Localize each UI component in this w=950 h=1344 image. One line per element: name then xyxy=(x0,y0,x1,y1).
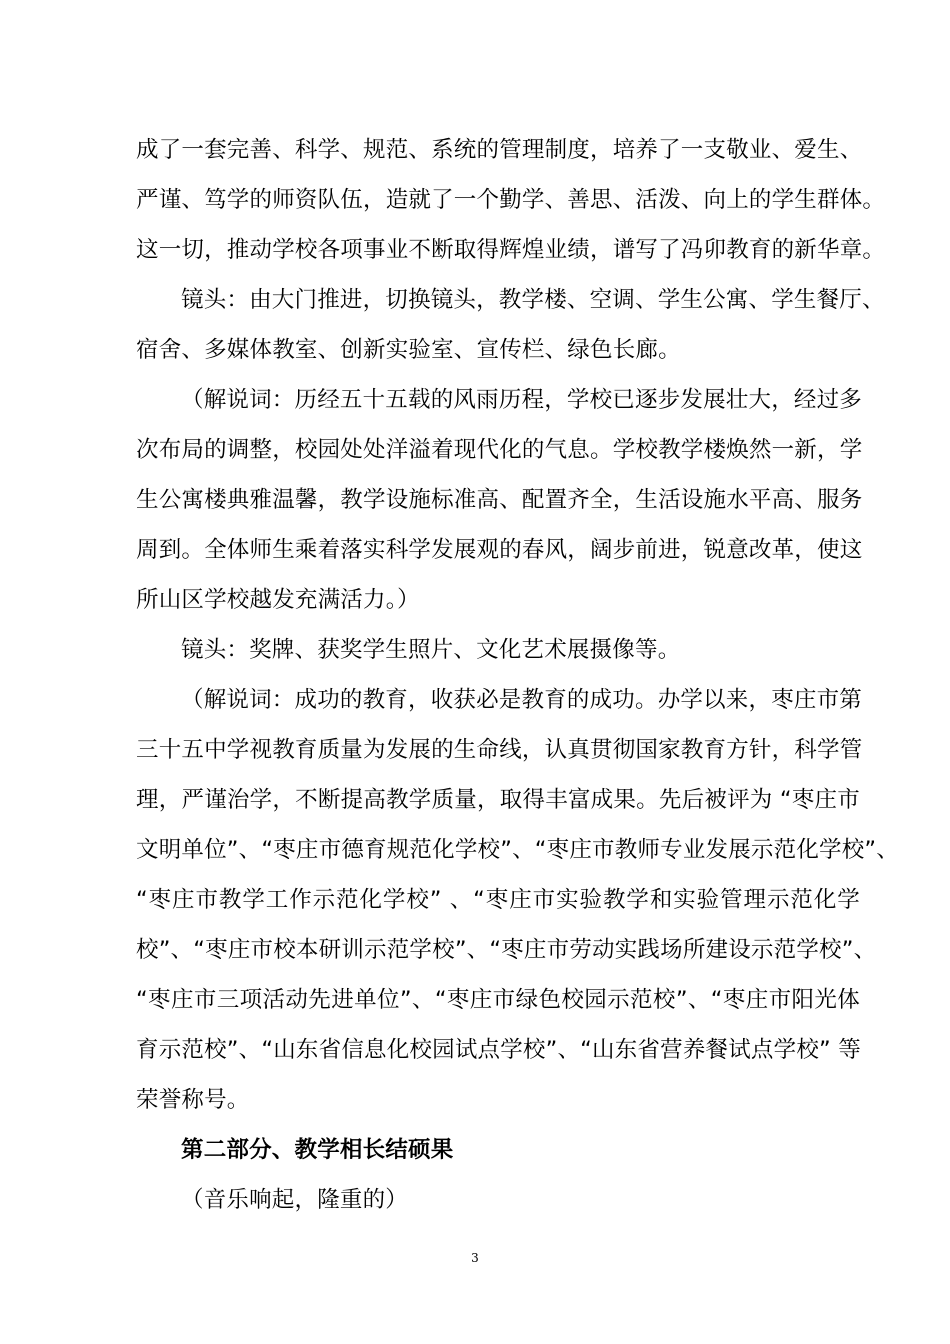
body-line: 所山区学校越发充满活力。） xyxy=(136,587,420,613)
body-line: 次布局的调整，校园处处洋溢着现代化的气息。学校教学楼焕然一新，学 xyxy=(136,437,863,463)
body-line: 三十五中学视教育质量为发展的生命线，认真贯彻国家教育方针，科学管 xyxy=(136,737,863,763)
body-line: 荣誉称号。 xyxy=(136,1087,250,1113)
body-line: 镜头：奖牌、获奖学生照片、文化艺术展摄像等。 xyxy=(181,637,681,663)
body-line: （解说词：成功的教育，收获必是教育的成功。办学以来，枣庄市第 xyxy=(181,687,863,713)
page-number: 3 xyxy=(471,1251,479,1265)
body-line: “枣庄市三项活动先进单位”、“枣庄市绿色校园示范校”、“枣庄市阳光体 xyxy=(136,987,860,1013)
body-line: 文明单位”、“枣庄市德育规范化学校”、“枣庄市教师专业发展示范化学校”、 xyxy=(136,837,899,863)
body-line: （音乐响起，隆重的） xyxy=(181,1187,409,1213)
body-line: 理，严谨治学，不断提高教学质量，取得丰富成果。先后被评为 “枣庄市 xyxy=(136,787,860,813)
body-line: 这一切，推动学校各项事业不断取得辉煌业绩，谱写了冯卯教育的新华章。 xyxy=(136,237,886,263)
body-line: 校”、“枣庄市校本研训示范学校”、“枣庄市劳动实践场所建设示范学校”、 xyxy=(136,937,877,963)
body-line: （解说词：历经五十五载的风雨历程，学校已逐步发展壮大，经过多 xyxy=(181,387,863,413)
body-line: 严谨、笃学的师资队伍，造就了一个勤学、善思、活泼、向上的学生群体。 xyxy=(136,187,886,213)
body-line: 成了一套完善、科学、规范、系统的管理制度，培养了一支敬业、爱生、 xyxy=(136,137,863,163)
body-line: 镜头：由大门推进，切换镜头，教学楼、空调、学生公寓、学生餐厅、 xyxy=(181,287,885,313)
body-line: 生公寓楼典雅温馨，教学设施标准高、配置齐全，生活设施水平高、服务 xyxy=(136,487,863,513)
section-heading: 第二部分、教学相长结硕果 xyxy=(181,1137,454,1163)
body-line: 周到。全体师生乘着落实科学发展观的春风，阔步前进，锐意改革，使这 xyxy=(136,537,863,563)
body-line: 育示范校”、“山东省信息化校园试点学校”、“山东省营养餐试点学校” 等 xyxy=(136,1037,861,1063)
body-line: 宿舍、多媒体教室、创新实验室、宣传栏、绿色长廊。 xyxy=(136,337,681,363)
body-line: “枣庄市教学工作示范化学校” 、“枣庄市实验教学和实验管理示范化学 xyxy=(136,887,860,913)
